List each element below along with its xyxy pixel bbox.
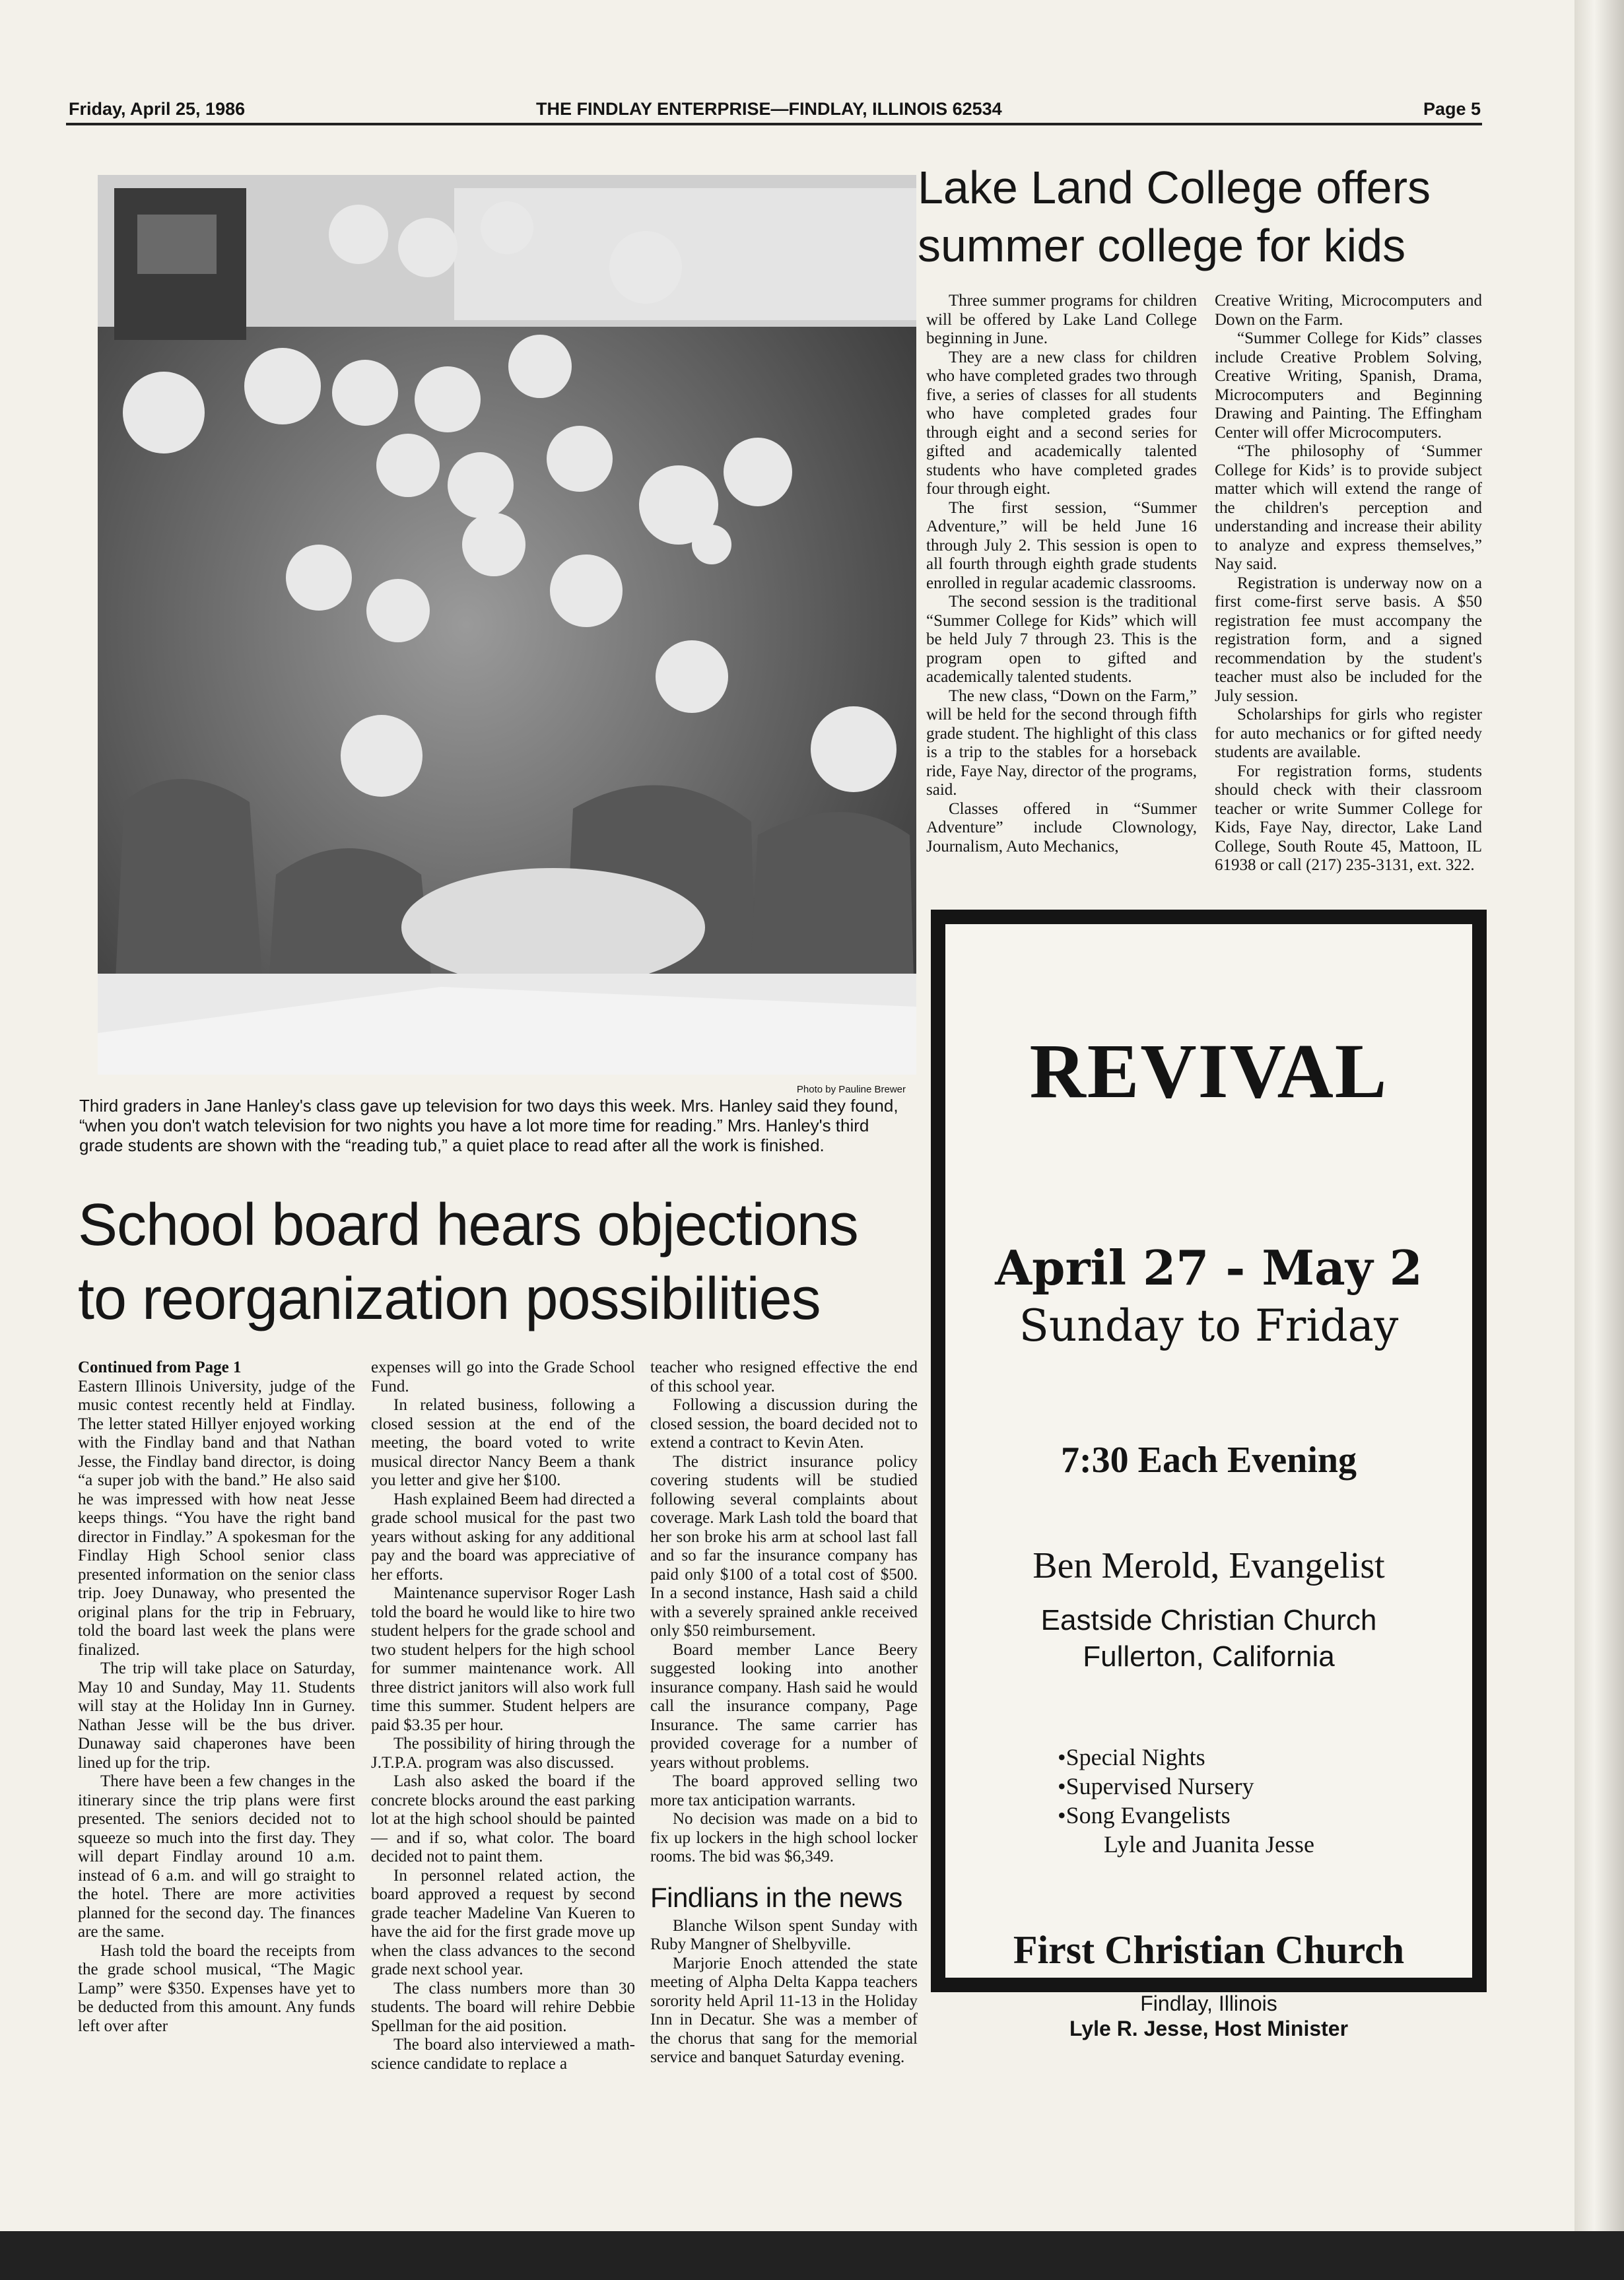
page-number: Page 5 — [1423, 99, 1481, 119]
ad-evangelist: Ben Merold, Evangelist — [1032, 1545, 1385, 1586]
ad-time: 7:30 Each Evening — [1060, 1440, 1357, 1481]
paragraph: The possibility of hiring through the J.T.P.A. program was also discussed. — [371, 1735, 635, 1772]
ad-guest-church: Eastside Christian Church — [1040, 1604, 1377, 1636]
paragraph: Marjorie Enoch attended the state meeting of Alpha Delta Kappa teachers sorority held April 11-13 in the Holiday Inn in Decatur. She was a member of the chorus that sang for the memorial service and banquet Saturday evening. — [650, 1954, 918, 2066]
ad-feature: •Special Nights — [1058, 1744, 1205, 1770]
school-board-column-1 — [78, 1358, 355, 2036]
class-photo — [98, 175, 916, 1075]
scan-border — [0, 2231, 1624, 2280]
ad-feature: •Supervised Nursery — [1058, 1773, 1254, 1799]
paragraph: Lash also asked the board if the concrete blocks around the east parking lot at the high school should be painted — and if so, what color. The board decided not to paint them. — [371, 1772, 635, 1865]
paragraph: “Summer College for Kids” classes include Creative Problem Solving, Creative Writing, Spanish, Drama, Microcomputers and Beginning Drawing and Painting. The Effingham Center will offer Microcomputers. — [1215, 329, 1482, 442]
paragraph: Creative Writing, Microcomputers and Down on the Farm. — [1215, 292, 1482, 329]
paragraph: The board approved selling two more tax anticipation warrants. — [650, 1772, 918, 1809]
photo-caption: Third graders in Jane Hanley's class gave up television for two days this week. Mrs. Hanley said they found, “when you don't watch television for two nights you have a lot more time for reading.” Mrs. Hanley's third grade students are shown with the “reading tub,” a quiet place to read after all the work is finished. — [79, 1096, 898, 1155]
paragraph: For registration forms, students should check with their classroom teacher or write Summer College for Kids, Faye Nay, director, Lake Land College, South Route 45, Mattoon, IL 61938 or call (217) 235-3131, ext. 322. — [1215, 762, 1482, 874]
paragraph: The class numbers more than 30 students. The board will rehire Debbie Spellman for the aid position. — [371, 1979, 635, 2035]
page-edge — [1574, 0, 1624, 2280]
issue-date: Friday, April 25, 1986 — [69, 99, 246, 119]
paragraph: Maintenance supervisor Roger Lash told the board he would like to hire two student helpers for the grade school and two student helpers for the high school for summer maintenance work. All three district janitors will also work full time this summer. Student helpers are paid $3.35 per hour. — [371, 1584, 635, 1734]
ad-days: Sunday to Friday — [1019, 1300, 1399, 1351]
revival-advertisement — [931, 910, 1487, 2040]
class-photo-image — [98, 175, 916, 1075]
school-board-column-2 — [371, 1358, 635, 2073]
paragraph: The second session is the traditional “Summer College for Kids” which will be held July 7 through 23. This is the program open to gifted and academically talented students. — [926, 593, 1197, 686]
paragraph: expenses will go into the Grade School Fund. — [371, 1358, 635, 1395]
lake-land-column-1 — [926, 292, 1197, 856]
paragraph: Blanche Wilson spent Sunday with Ruby Mangner of Shelbyville. — [650, 1916, 918, 1953]
paragraph: teacher who resigned effective the end of this school year. — [650, 1358, 918, 1395]
paragraph: They are a new class for children who have completed grades two through five, a series of classes for all students who have completed grades four through eight and a second series for gifted and academically talented students who have completed grades four through eight. — [926, 348, 1197, 498]
lake-land-column-2 — [1215, 292, 1482, 875]
paragraph: The first session, “Summer Adventure,” will be held June 16 through July 2. This session is open to all fourth through eighth grade students enrolled in regular academic classrooms. — [926, 498, 1197, 592]
paragraph: The new class, “Down on the Farm,” will be held for the second through fifth grade student. The highlight of this class is a trip to the stables for a horseback ride, Faye Nay, director of the programs, said. — [926, 687, 1197, 799]
ad-singers: Lyle and Juanita Jesse — [1104, 1831, 1314, 1858]
paragraph: Following a discussion during the closed session, the board decided not to extend a contract to Kevin Aten. — [650, 1396, 918, 1452]
paragraph: The district insurance policy covering students will be studied following several complaints about coverage. Mark Lash told the board that her son broke his arm at school last fall and so far the insurance company has paid only $100 of a total cost of $500. In a second instance, Hash said a child with a severely sprained ankle received only $50 reimbursement. — [650, 1452, 918, 1640]
paragraph: Three summer programs for children will be offered by Lake Land College beginning in June. — [926, 292, 1197, 347]
ad-host-minister: Lyle R. Jesse, Host Minister — [1069, 2017, 1349, 2040]
paragraph: No decision was made on a bid to fix up lockers in the high school locker rooms. The bid was $6,349. — [650, 1810, 918, 1865]
school-board-column-3 — [650, 1358, 918, 2067]
paragraph: There have been a few changes in the itinerary since the trip plans were first presented. The seniors decided not to squeeze so much into the first day. They will depart Findlay around 10 a.m. instead of 6 a.m. and will go straight to the hotel. There are more activities planned for the second day. The finances are the same. — [78, 1772, 355, 1941]
photo-credit: Photo by Pauline Brewer — [796, 1084, 906, 1095]
ad-features — [1058, 1743, 1314, 1859]
paragraph: In personnel related action, the board approved a request by second grade teacher Madeline Van Kueren to have the aid for the first grade move up when the class advances to the second grade next school year. — [371, 1866, 635, 1978]
paragraph: Board member Lance Beery suggested looking into another insurance company. Hash said he would call the insurance company, Page Insurance. The same carrier has provided coverage for a number of years without problems. — [650, 1640, 918, 1772]
ad-host-city: Findlay, Illinois — [1140, 1992, 1277, 2015]
paragraph: Hash explained Beem had directed a grade school musical for the past two years without asking for any additional pay and the board was appreciative of her efforts. — [371, 1490, 635, 1584]
paragraph: Hash told the board the receipts from the grade school musical, “The Magic Lamp” were $350. Expenses have yet to be deducted from this amount. Any funds left over after — [78, 1941, 355, 2035]
paragraph: Classes offered in “Summer Adventure” include Clownology, Journalism, Auto Mechanics, — [926, 799, 1197, 855]
paragraph: Registration is underway now on a first come-first serve basis. A $50 registration fee must accompany the registration form, and a signed recommendation by the student's teacher must also be included for the July session. — [1215, 574, 1482, 705]
school-board-headline: School board hears objections to reorganization possibilities — [78, 1192, 858, 1332]
masthead: THE FINDLAY ENTERPRISE—FINDLAY, ILLINOIS 62534 — [536, 99, 1002, 119]
ad-title: REVIVAL — [1029, 1028, 1388, 1114]
paragraph: “The philosophy of ‘Summer College for Kids’ is to provide subject matter which will extend the range of the children's perception and understanding and increase their ability to analyze and express themselves,” Nay said. — [1215, 442, 1482, 573]
paragraph: In related business, following a closed session at the end of the meeting, the board voted to write musical director Nancy Beem a thank you letter and give her $100. — [371, 1396, 635, 1489]
ad-host-church: First Christian Church — [1013, 1928, 1405, 1972]
paragraph: Eastern Illinois University, judge of the music contest recently held at Findlay. The letter stated Hillyer enjoyed working with the Findlay band and that Nathan Jesse, the Findlay band director, is doing “a super job with the band.” He also said he was impressed with how neat Jesse keeps things. “You have the right band director in Findlay.” A spokesman for the Findlay High School senior class presented information on the senior class trip. Joey Dunaway, who presented the original plans for the trip in February, told the board last week the plans were finalized. — [78, 1377, 355, 1659]
header-rule — [66, 123, 1482, 125]
paragraph: The board also interviewed a math-science candidate to replace a — [371, 2036, 635, 2073]
ad-feature: •Song Evangelists — [1058, 1802, 1231, 1828]
ad-guest-city: Fullerton, California — [1083, 1640, 1335, 1673]
lake-land-headline: Lake Land College offers summer college for kids — [918, 162, 1431, 271]
continued-line: Continued from Page 1 — [78, 1358, 242, 1376]
ad-dates: April 27 - May 2 — [995, 1240, 1423, 1296]
findlians-headline: Findlians in the news — [650, 1881, 902, 1913]
paragraph: Scholarships for girls who register for auto mechanics or for gifted needy students are available. — [1215, 706, 1482, 761]
paragraph: The trip will take place on Saturday, May 10 and Sunday, May 11. Students will stay at the Holiday Inn in Gurney. Nathan Jesse will be the bus driver. Dunaway said chaperones have been lined up for the trip. — [78, 1660, 355, 1772]
